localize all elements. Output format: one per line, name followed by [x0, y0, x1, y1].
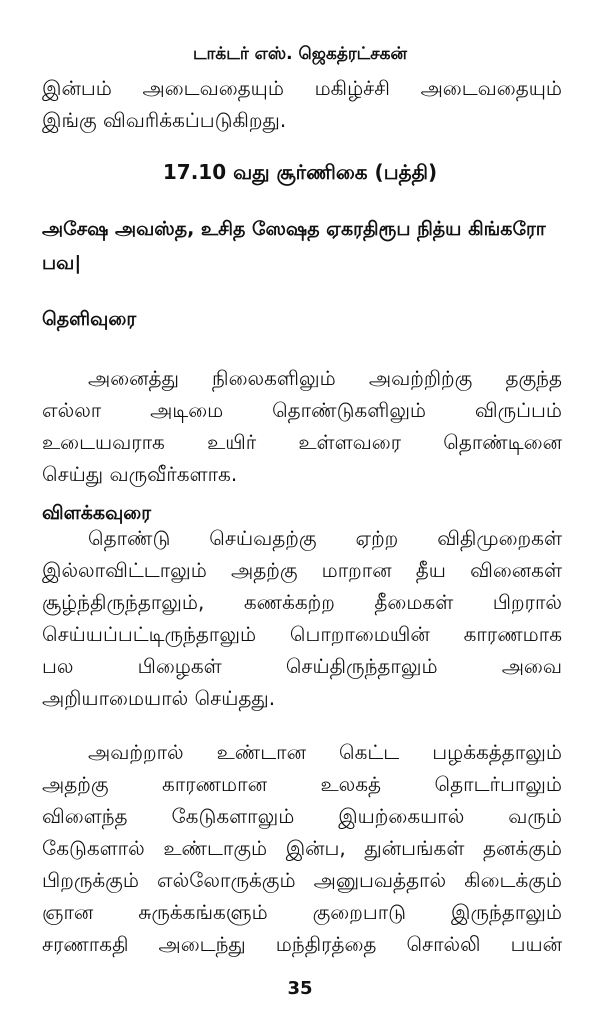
explanation-line: செய்யப்பட்டிருந்தாலும் பொறாமையின் காரணமாக [42, 622, 562, 646]
intro-line: இங்கு விவரிக்கப்படுகிறது. [42, 108, 287, 132]
meaning-title: தெளிவுரை [42, 308, 137, 330]
page-number: 35 [287, 978, 313, 999]
verse-line: அசேஷ அவஸ்த, உசித ஸேஷத ஏகரதிரூப நித்ய கிங்கரோ [42, 218, 546, 240]
explanation-line: சூழ்ந்திருந்தாலும், கணக்கற்ற தீமைகள் பிறரால் [42, 590, 562, 614]
section-heading: 17.10 வது சூர்ணிகை (பத்தி) [162, 160, 438, 184]
verse-line: பவ| [42, 252, 82, 274]
explanation-line: அவற்றால் உண்டான கெட்ட பழக்கத்தாலும் [88, 740, 562, 764]
meaning-line: எல்லா அடிமை தொண்டுகளிலும் விருப்பம் [42, 398, 562, 422]
explanation-line: கேடுகளால் உண்டாகும் இன்ப, துன்பங்கள் தனக்கும் [42, 836, 562, 860]
explanation-title: விளக்கவுரை [42, 502, 152, 524]
intro-line: இன்பம் அடைவதையும் மகிழ்ச்சி அடைவதையும் [42, 76, 562, 100]
explanation-line: அறியாமையால் செய்தது. [42, 686, 276, 710]
running-header: டாக்டர் எஸ். ஜெகத்ரட்சகன் [193, 44, 407, 64]
explanation-line: சரணாகதி அடைந்து மந்திரத்தை சொல்லி பயன் [42, 932, 562, 956]
explanation-line: ஞான சுருக்கங்களும் குறைபாடு இருந்தாலும் [42, 900, 562, 924]
explanation-line: பிறருக்கும் எல்லோருக்கும் அனுபவத்தால் கிடைக்கும் [42, 868, 562, 892]
explanation-line: பல பிழைகள் செய்திருந்தாலும் அவை [42, 654, 562, 678]
meaning-line: செய்து வருவீர்களாக. [42, 462, 238, 486]
explanation-line: தொண்டு செய்வதற்கு ஏற்ற விதிமுறைகள் [88, 526, 562, 550]
explanation-line: இல்லாவிட்டாலும் அதற்கு மாறான தீய வினைகள் [42, 558, 562, 582]
explanation-line: அதற்கு காரணமான உலகத் தொடர்பாலும் [42, 772, 562, 796]
meaning-line: உடையவராக உயிர் உள்ளவரை தொண்டினை [42, 430, 562, 454]
explanation-line: விளைந்த கேடுகளாலும் இயற்கையால் வரும் [42, 804, 562, 828]
meaning-line: அனைத்து நிலைகளிலும் அவற்றிற்கு தகுந்த [88, 366, 562, 390]
